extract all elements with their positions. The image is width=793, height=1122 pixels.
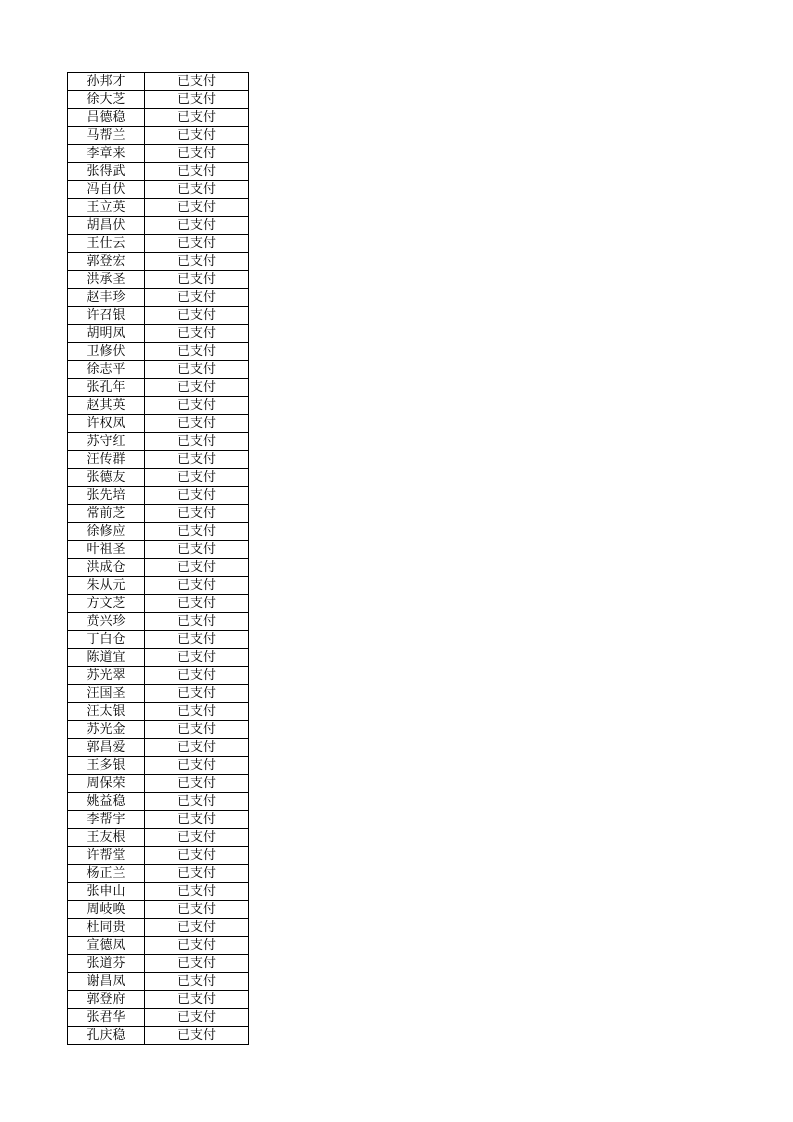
table-row [68, 829, 249, 847]
table-row [68, 181, 249, 199]
table-row [68, 649, 249, 667]
status-cell: 已支付 [145, 73, 249, 91]
status-cell: 已支付 [145, 865, 249, 883]
table-row [68, 271, 249, 289]
status-cell: 已支付 [145, 163, 249, 181]
name-cell: 徐志平 [68, 361, 145, 379]
name-cell: 贲兴珍 [68, 613, 145, 631]
table-row [68, 613, 249, 631]
status-cell: 已支付 [145, 487, 249, 505]
status-cell: 已支付 [145, 307, 249, 325]
name-cell: 汪太银 [68, 703, 145, 721]
table-row [68, 307, 249, 325]
name-cell: 汪传群 [68, 451, 145, 469]
status-cell: 已支付 [145, 109, 249, 127]
name-cell: 卫修伏 [68, 343, 145, 361]
name-cell: 姚益稳 [68, 793, 145, 811]
name-cell: 李章来 [68, 145, 145, 163]
name-cell: 洪承圣 [68, 271, 145, 289]
status-cell: 已支付 [145, 937, 249, 955]
table-row [68, 631, 249, 649]
name-cell: 许权凤 [68, 415, 145, 433]
table-row [68, 559, 249, 577]
status-cell: 已支付 [145, 433, 249, 451]
name-cell: 张孔年 [68, 379, 145, 397]
status-cell: 已支付 [145, 451, 249, 469]
name-cell: 张先培 [68, 487, 145, 505]
name-cell: 杜同贵 [68, 919, 145, 937]
table-row [68, 541, 249, 559]
status-cell: 已支付 [145, 217, 249, 235]
status-cell: 已支付 [145, 505, 249, 523]
status-cell: 已支付 [145, 145, 249, 163]
status-cell: 已支付 [145, 613, 249, 631]
table-row [68, 703, 249, 721]
name-cell: 陈道宜 [68, 649, 145, 667]
table-row [68, 901, 249, 919]
status-cell: 已支付 [145, 667, 249, 685]
table-row [68, 577, 249, 595]
status-cell: 已支付 [145, 955, 249, 973]
name-cell: 张道芬 [68, 955, 145, 973]
status-cell: 已支付 [145, 289, 249, 307]
table-row [68, 793, 249, 811]
name-cell: 李帮宇 [68, 811, 145, 829]
name-cell: 胡昌伏 [68, 217, 145, 235]
table-row [68, 163, 249, 181]
status-cell: 已支付 [145, 397, 249, 415]
status-cell: 已支付 [145, 361, 249, 379]
table-row [68, 451, 249, 469]
table-row [68, 973, 249, 991]
table-row [68, 199, 249, 217]
name-cell: 苏光翠 [68, 667, 145, 685]
table-row [68, 811, 249, 829]
table-row [68, 217, 249, 235]
table-row [68, 919, 249, 937]
status-cell: 已支付 [145, 973, 249, 991]
table-row [68, 739, 249, 757]
status-cell: 已支付 [145, 685, 249, 703]
table-row [68, 667, 249, 685]
name-cell: 吕德稳 [68, 109, 145, 127]
table-row [68, 487, 249, 505]
status-cell: 已支付 [145, 541, 249, 559]
name-cell: 常前芝 [68, 505, 145, 523]
name-cell: 方文芝 [68, 595, 145, 613]
name-cell: 马帮兰 [68, 127, 145, 145]
table-row [68, 145, 249, 163]
table-row [68, 991, 249, 1009]
table-row [68, 433, 249, 451]
status-cell: 已支付 [145, 991, 249, 1009]
table-row [68, 505, 249, 523]
status-cell: 已支付 [145, 739, 249, 757]
name-cell: 宣德凤 [68, 937, 145, 955]
table-row [68, 523, 249, 541]
name-cell: 郭昌爱 [68, 739, 145, 757]
name-cell: 郭登宏 [68, 253, 145, 271]
name-cell: 许帮堂 [68, 847, 145, 865]
name-cell: 王多银 [68, 757, 145, 775]
table-row [68, 955, 249, 973]
status-cell: 已支付 [145, 883, 249, 901]
table-row [68, 883, 249, 901]
status-cell: 已支付 [145, 559, 249, 577]
table-row [68, 361, 249, 379]
name-cell: 叶祖圣 [68, 541, 145, 559]
status-cell: 已支付 [145, 631, 249, 649]
name-cell: 朱从元 [68, 577, 145, 595]
table-row [68, 937, 249, 955]
table-row [68, 289, 249, 307]
status-cell: 已支付 [145, 181, 249, 199]
name-cell: 汪国圣 [68, 685, 145, 703]
name-cell: 洪成仓 [68, 559, 145, 577]
table-row [68, 325, 249, 343]
status-cell: 已支付 [145, 829, 249, 847]
name-cell: 张得武 [68, 163, 145, 181]
status-cell: 已支付 [145, 469, 249, 487]
table-row [68, 775, 249, 793]
name-cell: 许召银 [68, 307, 145, 325]
name-cell: 郭登府 [68, 991, 145, 1009]
status-cell: 已支付 [145, 775, 249, 793]
table-row [68, 685, 249, 703]
name-cell: 赵丰珍 [68, 289, 145, 307]
status-cell: 已支付 [145, 757, 249, 775]
status-cell: 已支付 [145, 253, 249, 271]
table-row [68, 127, 249, 145]
status-cell: 已支付 [145, 235, 249, 253]
status-cell: 已支付 [145, 721, 249, 739]
table-row [68, 379, 249, 397]
table-row [68, 847, 249, 865]
status-cell: 已支付 [145, 793, 249, 811]
status-cell: 已支付 [145, 415, 249, 433]
name-cell: 周岐唤 [68, 901, 145, 919]
table-row [68, 469, 249, 487]
status-cell: 已支付 [145, 523, 249, 541]
table-row [68, 253, 249, 271]
table-row [68, 343, 249, 361]
name-cell: 王立英 [68, 199, 145, 217]
status-cell: 已支付 [145, 901, 249, 919]
table-row [68, 415, 249, 433]
table-row [68, 1027, 249, 1045]
status-cell: 已支付 [145, 919, 249, 937]
name-cell: 张君华 [68, 1009, 145, 1027]
name-cell: 苏光金 [68, 721, 145, 739]
table-row [68, 235, 249, 253]
name-cell: 徐大芝 [68, 91, 145, 109]
table-row [68, 73, 249, 91]
table-row [68, 865, 249, 883]
name-cell: 苏守红 [68, 433, 145, 451]
name-cell: 周保荣 [68, 775, 145, 793]
payment-table [67, 72, 249, 1045]
status-cell: 已支付 [145, 847, 249, 865]
status-cell: 已支付 [145, 379, 249, 397]
status-cell: 已支付 [145, 343, 249, 361]
name-cell: 王仕云 [68, 235, 145, 253]
status-cell: 已支付 [145, 1009, 249, 1027]
status-cell: 已支付 [145, 703, 249, 721]
name-cell: 冯自伏 [68, 181, 145, 199]
table-row [68, 91, 249, 109]
name-cell: 孙邦才 [68, 73, 145, 91]
table-row [68, 757, 249, 775]
table-row [68, 721, 249, 739]
status-cell: 已支付 [145, 199, 249, 217]
name-cell: 王友根 [68, 829, 145, 847]
name-cell: 孔庆稳 [68, 1027, 145, 1045]
name-cell: 张申山 [68, 883, 145, 901]
status-cell: 已支付 [145, 595, 249, 613]
name-cell: 赵其英 [68, 397, 145, 415]
name-cell: 张德友 [68, 469, 145, 487]
status-cell: 已支付 [145, 91, 249, 109]
name-cell: 胡明凤 [68, 325, 145, 343]
status-cell: 已支付 [145, 271, 249, 289]
name-cell: 杨正兰 [68, 865, 145, 883]
status-cell: 已支付 [145, 649, 249, 667]
table-row [68, 109, 249, 127]
status-cell: 已支付 [145, 325, 249, 343]
table-row [68, 595, 249, 613]
status-cell: 已支付 [145, 1027, 249, 1045]
status-cell: 已支付 [145, 811, 249, 829]
table-row [68, 1009, 249, 1027]
name-cell: 徐修应 [68, 523, 145, 541]
name-cell: 谢昌凤 [68, 973, 145, 991]
table-row [68, 397, 249, 415]
status-cell: 已支付 [145, 127, 249, 145]
name-cell: 丁白仓 [68, 631, 145, 649]
status-cell: 已支付 [145, 577, 249, 595]
payment-table-body [68, 73, 249, 1045]
